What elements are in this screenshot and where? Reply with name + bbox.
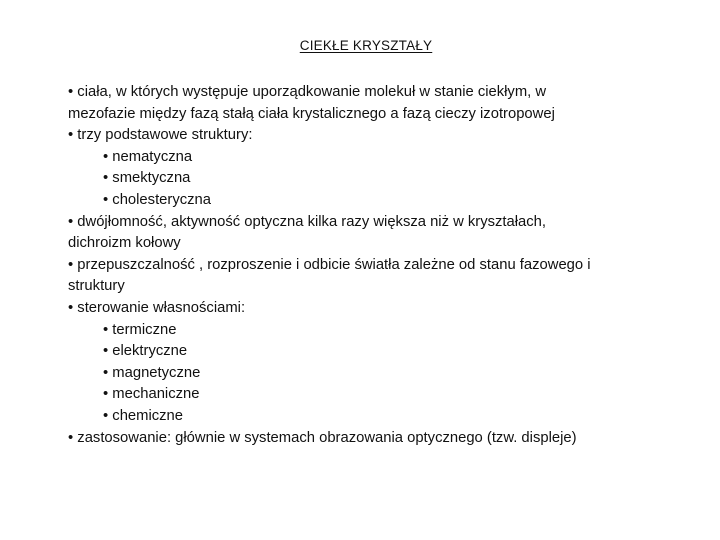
- text-line-9: • przepuszczalność , rozproszenie i odbicie światła zależne od stanu fazowego i: [68, 256, 591, 273]
- sub-bullet-cholesteric: • cholesteryczna: [103, 191, 211, 208]
- sub-bullet-thermal: • termiczne: [103, 321, 177, 338]
- sub-bullet-smectic: • smektyczna: [103, 170, 191, 187]
- sub-bullet-mechanical: • mechaniczne: [103, 386, 200, 403]
- text-line-7: • dwójłomność, aktywność optyczna kilka razy większa niż w kryształach,: [68, 213, 547, 230]
- text-line-8: dichroizm kołowy: [68, 235, 181, 252]
- text-line-17: • zastosowanie: głównie w systemach obrazowania optycznego (tzw. displeje): [68, 429, 577, 446]
- sub-bullet-chemical: • chemiczne: [103, 407, 184, 424]
- text-line-3: • trzy podstawowe struktury:: [68, 127, 253, 144]
- sub-bullet-nematic: • nematyczna: [103, 148, 193, 165]
- slide-title: CIEKŁE KRYSZTAŁY: [299, 38, 433, 53]
- text-line-10: struktury: [68, 278, 125, 295]
- slide-body: [68, 82, 658, 449]
- text-line-2: mezofazie między fazą stałą ciała krystalicznego a fazą cieczy izotropowej: [68, 105, 555, 122]
- text-line-1: • ciała, w których występuje uporządkowanie molekuł w stanie ciekłym, w: [68, 84, 547, 100]
- sub-bullet-magnetic: • magnetyczne: [103, 364, 201, 381]
- text-line-11: • sterowanie własnościami:: [68, 299, 246, 316]
- sub-bullet-electrical: • elektryczne: [103, 343, 188, 360]
